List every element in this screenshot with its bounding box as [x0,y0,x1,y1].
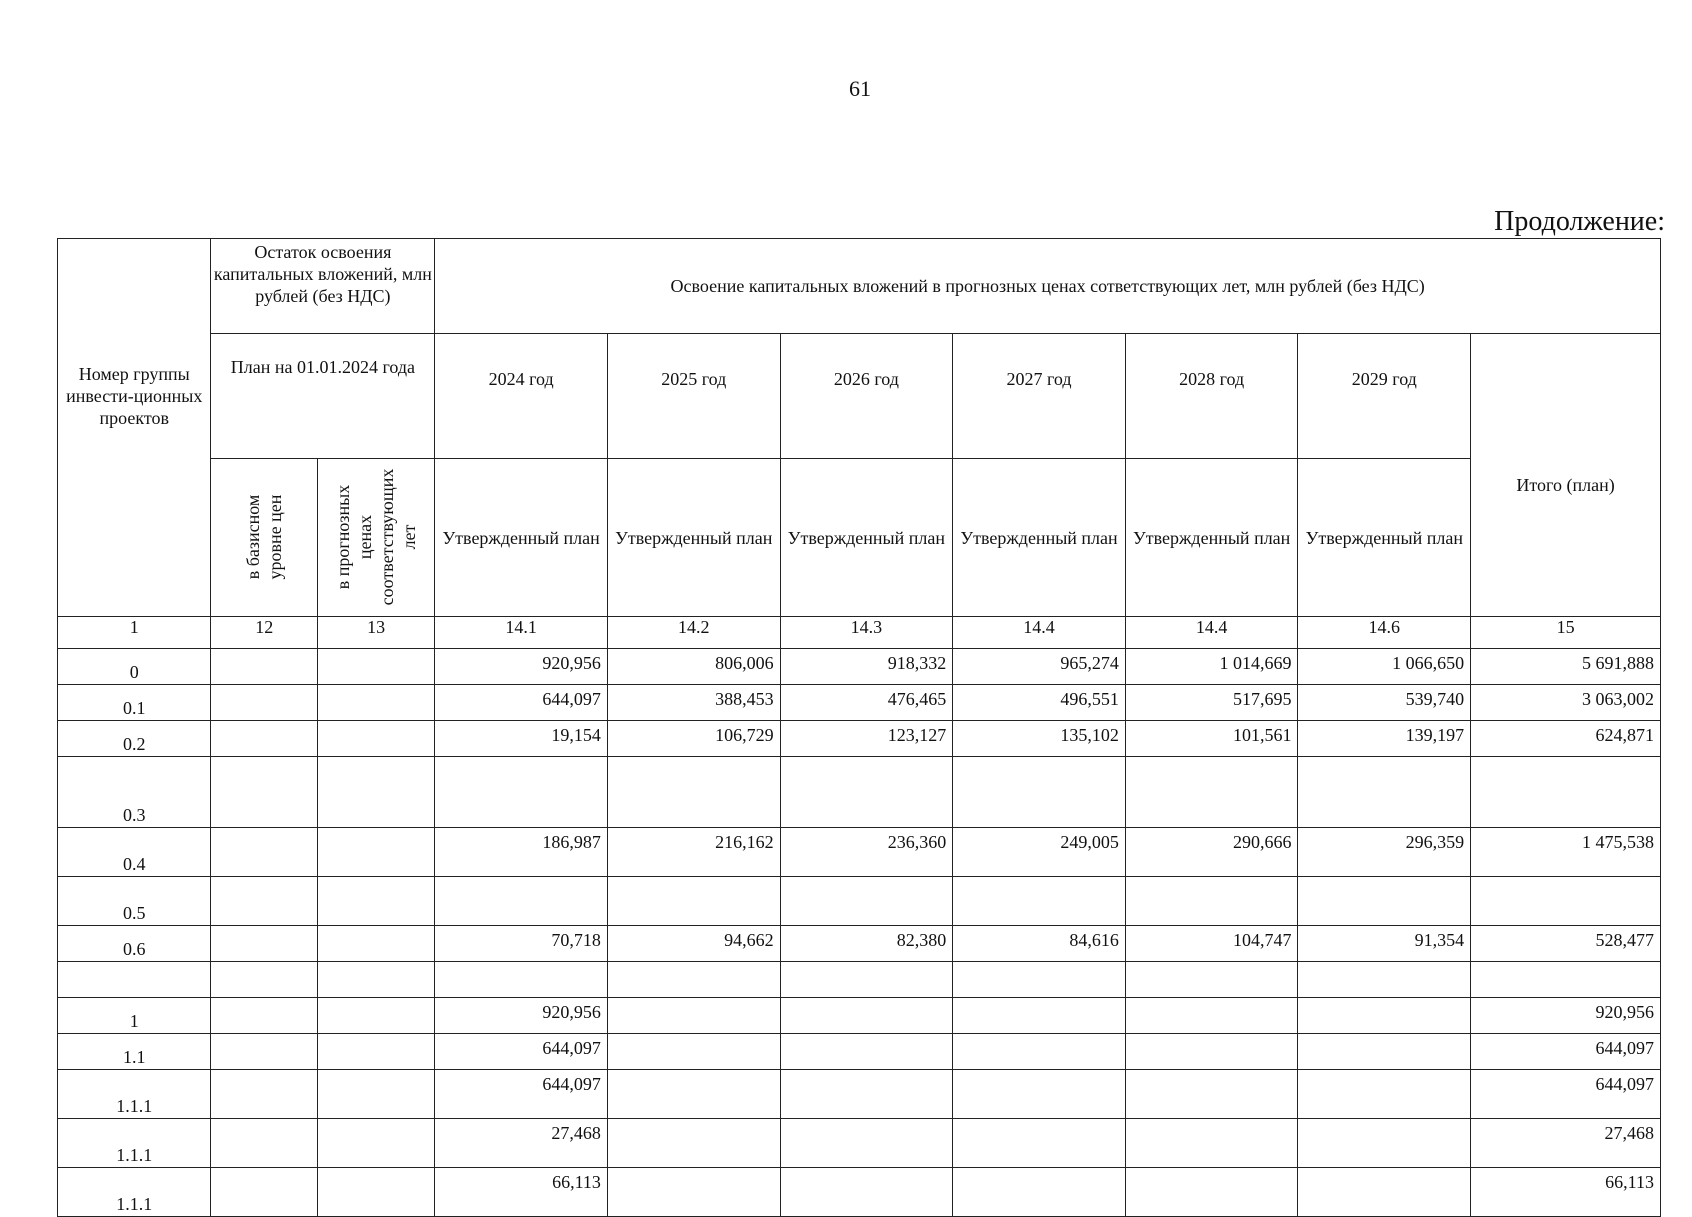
year-header: 2028 год [1125,334,1298,459]
year-value-cell [1125,877,1298,926]
year-value-cell [953,877,1126,926]
total-cell [1471,757,1661,828]
year-value-cell [607,877,780,926]
year-value-cell: 644,097 [435,1070,608,1119]
forecast-price-cell [318,828,435,877]
forecast-price-cell [318,685,435,721]
year-value-cell: 236,360 [780,828,953,877]
year-value-cell: 644,097 [435,685,608,721]
forecast-price-cell [318,1070,435,1119]
group-number-cell: 0.4 [58,828,211,877]
table-row [58,998,1661,1034]
table-row [58,877,1661,926]
year-value-cell: 918,332 [780,649,953,685]
year-value-cell [1125,757,1298,828]
table-row [58,685,1661,721]
year-value-cell [780,1119,953,1168]
year-value-cell: 496,551 [953,685,1126,721]
base-price-cell [211,962,318,998]
year-value-cell [1298,1168,1471,1217]
base-price-cell [211,757,318,828]
base-price-cell [211,1034,318,1070]
base-price-cell [211,1168,318,1217]
forecast-price-cell [318,926,435,962]
year-value-cell: 66,113 [435,1168,608,1217]
year-value-cell: 123,127 [780,721,953,757]
main-header: Освоение капитальных вложений в прогнозных ценах сответствующих лет, млн рублей (без НДС) [435,239,1661,334]
investment-table [57,238,1661,1217]
year-value-cell: 517,695 [1125,685,1298,721]
total-header: Итого (план) [1471,334,1661,617]
year-header: 2026 год [780,334,953,459]
year-value-cell [607,962,780,998]
year-value-cell: 94,662 [607,926,780,962]
approved-plan-header: Утвержденный план [953,459,1126,617]
table-row [58,962,1661,998]
year-value-cell [953,998,1126,1034]
year-value-cell: 27,468 [435,1119,608,1168]
year-value-cell: 82,380 [780,926,953,962]
table-row [58,1034,1661,1070]
year-value-cell [780,757,953,828]
year-value-cell [953,1119,1126,1168]
year-value-cell [780,1168,953,1217]
year-value-cell [1125,1034,1298,1070]
year-value-cell [1298,1034,1471,1070]
year-header: 2024 год [435,334,608,459]
year-value-cell [1298,877,1471,926]
group-number-cell: 1.1.1 [58,1119,211,1168]
year-value-cell [953,1168,1126,1217]
year-header: 2029 год [1298,334,1471,459]
approved-plan-header: Утвержденный план [1298,459,1471,617]
total-cell: 528,477 [1471,926,1661,962]
column-number: 14.1 [435,617,608,649]
group-number-cell: 1.1.1 [58,1168,211,1217]
forecast-price-cell [318,721,435,757]
table-row [58,757,1661,828]
group-number-cell: 1 [58,998,211,1034]
group-number-cell: 0 [58,649,211,685]
total-cell: 66,113 [1471,1168,1661,1217]
year-value-cell [780,998,953,1034]
year-value-cell [1298,1070,1471,1119]
column-number: 1 [58,617,211,649]
base-price-cell [211,685,318,721]
table-row [58,721,1661,757]
total-cell: 644,097 [1471,1070,1661,1119]
table-row [58,1119,1661,1168]
base-price-cell [211,877,318,926]
year-value-cell: 644,097 [435,1034,608,1070]
year-value-cell: 139,197 [1298,721,1471,757]
base-prices-header [211,459,318,617]
column-number: 14.4 [953,617,1126,649]
group-number-cell: 0.5 [58,877,211,926]
base-price-cell [211,828,318,877]
plan-date-header: План на 01.01.2024 года [211,334,435,459]
forecast-price-cell [318,998,435,1034]
group-number-cell: 0.6 [58,926,211,962]
year-value-cell [953,1070,1126,1119]
column-number: 14.6 [1298,617,1471,649]
forecast-price-cell [318,757,435,828]
year-value-cell [607,757,780,828]
approved-plan-header: Утвержденный план [1125,459,1298,617]
forecast-price-cell [318,1034,435,1070]
year-value-cell [780,962,953,998]
year-value-cell: 249,005 [953,828,1126,877]
year-value-cell [780,877,953,926]
year-value-cell: 1 066,650 [1298,649,1471,685]
year-value-cell: 135,102 [953,721,1126,757]
year-value-cell: 388,453 [607,685,780,721]
year-value-cell: 290,666 [1125,828,1298,877]
column-number: 12 [211,617,318,649]
year-value-cell [607,998,780,1034]
year-value-cell: 920,956 [435,998,608,1034]
year-value-cell: 91,354 [1298,926,1471,962]
year-value-cell [1298,1119,1471,1168]
group-number-cell: 0.3 [58,757,211,828]
year-value-cell [1125,998,1298,1034]
group-number-cell: 1.1 [58,1034,211,1070]
year-value-cell [1298,962,1471,998]
group-number-cell: 0.1 [58,685,211,721]
approved-plan-header: Утвержденный план [780,459,953,617]
year-value-cell: 101,561 [1125,721,1298,757]
year-value-cell: 476,465 [780,685,953,721]
year-value-cell [780,1034,953,1070]
total-cell: 27,468 [1471,1119,1661,1168]
year-value-cell: 84,616 [953,926,1126,962]
year-header: 2027 год [953,334,1126,459]
total-cell: 920,956 [1471,998,1661,1034]
column-number: 15 [1471,617,1661,649]
year-value-cell: 104,747 [1125,926,1298,962]
year-value-cell: 186,987 [435,828,608,877]
year-value-cell: 216,162 [607,828,780,877]
approved-plan-header: Утвержденный план [607,459,780,617]
column-number: 14.2 [607,617,780,649]
total-cell: 624,871 [1471,721,1661,757]
base-price-cell [211,649,318,685]
year-value-cell: 19,154 [435,721,608,757]
total-cell: 644,097 [1471,1034,1661,1070]
year-value-cell: 965,274 [953,649,1126,685]
base-price-cell [211,1070,318,1119]
forecast-price-cell [318,877,435,926]
year-value-cell [1125,962,1298,998]
year-value-cell: 806,006 [607,649,780,685]
year-value-cell [607,1070,780,1119]
forecast-price-cell [318,1168,435,1217]
year-value-cell [1298,757,1471,828]
year-value-cell: 296,359 [1298,828,1471,877]
year-value-cell [780,1070,953,1119]
year-value-cell [607,1168,780,1217]
group-column-header: Номер группы инвести-ционных проектов [58,239,211,617]
base-prices-label: в базисном уровне цен [243,494,286,579]
base-price-cell [211,926,318,962]
year-value-cell [1298,998,1471,1034]
forecast-prices-header [318,459,435,617]
year-value-cell: 1 014,669 [1125,649,1298,685]
year-value-cell [953,757,1126,828]
page-number: 61 [849,76,871,101]
forecast-prices-label: в прогнозных ценах соответствующих лет [333,468,420,605]
base-price-cell [211,998,318,1034]
year-value-cell [435,877,608,926]
forecast-price-cell [318,649,435,685]
year-value-cell [1125,1168,1298,1217]
year-value-cell [435,962,608,998]
total-cell [1471,962,1661,998]
total-cell [1471,877,1661,926]
approved-plan-header: Утвержденный план [435,459,608,617]
base-price-cell [211,721,318,757]
total-cell: 3 063,002 [1471,685,1661,721]
year-value-cell [607,1034,780,1070]
column-number-row [58,617,1661,649]
table-row [58,1070,1661,1119]
year-value-cell: 70,718 [435,926,608,962]
year-value-cell [953,1034,1126,1070]
column-number: 14.3 [780,617,953,649]
column-number: 13 [318,617,435,649]
year-header: 2025 год [607,334,780,459]
total-cell: 5 691,888 [1471,649,1661,685]
year-value-cell: 539,740 [1298,685,1471,721]
total-cell: 1 475,538 [1471,828,1661,877]
forecast-price-cell [318,962,435,998]
column-number: 14.4 [1125,617,1298,649]
year-value-cell [1125,1119,1298,1168]
group-number-cell [58,962,211,998]
year-value-cell: 106,729 [607,721,780,757]
table-row [58,828,1661,877]
group-number-cell: 0.2 [58,721,211,757]
year-value-cell [435,757,608,828]
table-row [58,1168,1661,1217]
year-value-cell [1125,1070,1298,1119]
continuation-label: Продолжение: [1494,206,1665,237]
year-value-cell [953,962,1126,998]
table-row [58,926,1661,962]
group-number-cell: 1.1.1 [58,1070,211,1119]
table-row [58,649,1661,685]
forecast-price-cell [318,1119,435,1168]
year-value-cell: 920,956 [435,649,608,685]
base-price-cell [211,1119,318,1168]
remaining-header: Остаток освоения капитальных вложений, млн рублей (без НДС) [211,239,435,334]
year-value-cell [607,1119,780,1168]
